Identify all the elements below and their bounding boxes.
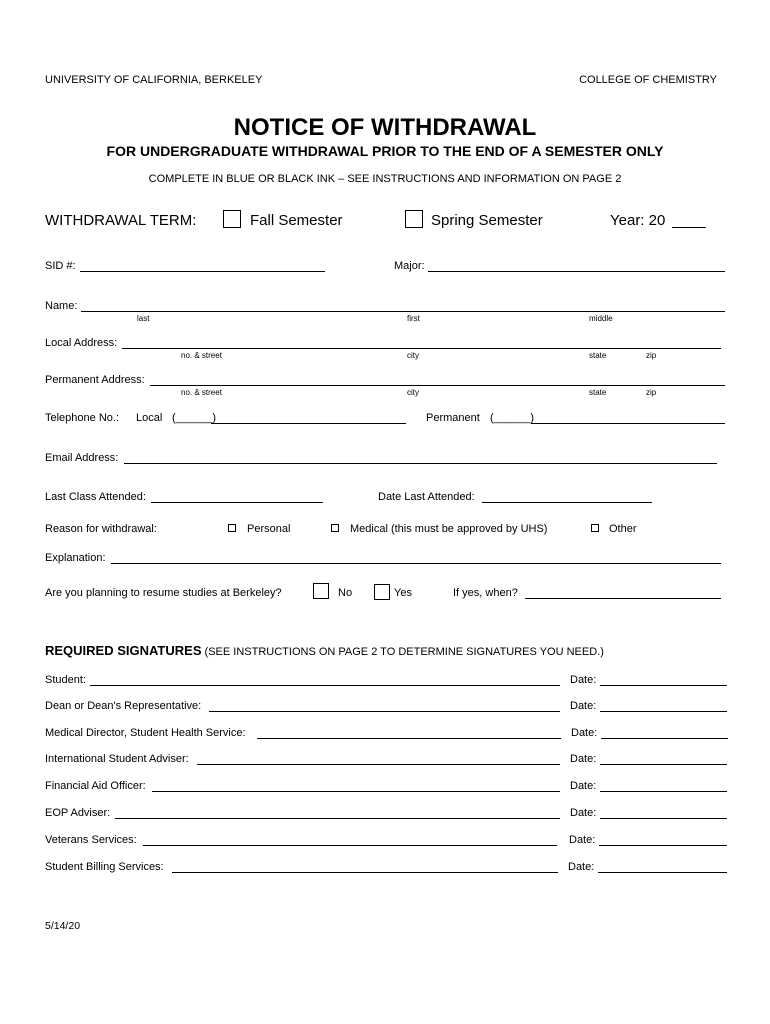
university-name: UNIVERSITY OF CALIFORNIA, BERKELEY — [45, 74, 263, 86]
dean-date-field[interactable] — [600, 711, 727, 712]
telephone-label: Telephone No.: — [45, 412, 119, 424]
permanent-zip-caption: zip — [646, 388, 657, 397]
medical-director-signature-field[interactable] — [257, 738, 561, 739]
local-address-field[interactable] — [122, 348, 721, 349]
name-middle-caption: middle — [589, 314, 613, 323]
spring-semester-label: Spring Semester — [431, 212, 543, 229]
date-last-attended-field[interactable] — [482, 502, 652, 503]
reason-personal-checkbox[interactable] — [228, 524, 236, 532]
explanation-label: Explanation: — [45, 552, 106, 564]
signatures-heading-bold: REQUIRED SIGNATURES — [45, 643, 202, 658]
page-title: NOTICE OF WITHDRAWAL — [233, 114, 537, 141]
ink-instructions: COMPLETE IN BLUE OR BLACK INK – SEE INSTRUCTIONS AND INFORMATION ON PAGE 2 — [148, 173, 622, 185]
name-field[interactable] — [81, 311, 725, 312]
signature-date-label: Date: — [570, 753, 597, 765]
local-address-label: Local Address: — [45, 337, 118, 349]
withdrawal-term-label: WITHDRAWAL TERM: — [45, 212, 197, 229]
sid-label: SID #: — [45, 260, 76, 272]
email-label: Email Address: — [45, 452, 119, 464]
financial-aid-signature-field[interactable] — [152, 791, 560, 792]
signature-date-label: Date: — [568, 861, 595, 873]
resume-no-checkbox[interactable] — [313, 583, 329, 599]
telephone-permanent-area-code[interactable]: (______) — [490, 412, 535, 424]
signature-date-label: Date: — [570, 780, 597, 792]
name-label: Name: — [45, 300, 78, 312]
resume-when-field[interactable] — [525, 598, 721, 599]
resume-when-label: If yes, when? — [453, 587, 518, 599]
veterans-services-date-field[interactable] — [599, 845, 727, 846]
last-class-field[interactable] — [151, 502, 323, 503]
reason-other-label: Other — [609, 523, 637, 535]
signature-row-label: EOP Adviser: — [45, 807, 111, 819]
financial-aid-date-field[interactable] — [600, 791, 727, 792]
resume-yes-label: Yes — [394, 587, 412, 599]
permanent-city-caption: city — [407, 388, 419, 397]
local-street-caption: no. & street — [181, 351, 222, 360]
reason-other-checkbox[interactable] — [591, 524, 599, 532]
sid-field[interactable] — [80, 271, 325, 272]
local-city-caption: city — [407, 351, 419, 360]
page-subtitle: FOR UNDERGRADUATE WITHDRAWAL PRIOR TO THE END OF A SEMESTER ONLY — [106, 143, 664, 159]
reason-personal-label: Personal — [247, 523, 291, 535]
signature-date-label: Date: — [570, 700, 597, 712]
resume-no-label: No — [338, 587, 353, 599]
telephone-permanent-label: Permanent — [426, 412, 480, 424]
spring-semester-checkbox[interactable] — [405, 210, 423, 228]
signature-row-label: Medical Director, Student Health Service: — [45, 727, 246, 739]
student-billing-date-field[interactable] — [598, 872, 727, 873]
dean-signature-field[interactable] — [209, 711, 560, 712]
local-zip-caption: zip — [646, 351, 657, 360]
eop-adviser-date-field[interactable] — [600, 818, 727, 819]
major-field[interactable] — [428, 271, 725, 272]
local-state-caption: state — [589, 351, 607, 360]
signature-row-label: Financial Aid Officer: — [45, 780, 146, 792]
student-date-field[interactable] — [600, 685, 727, 686]
signature-row-label: Veterans Services: — [45, 834, 137, 846]
email-field[interactable] — [124, 463, 717, 464]
telephone-local-label: Local — [136, 412, 163, 424]
signatures-heading-note: (SEE INSTRUCTIONS ON PAGE 2 TO DETERMINE SIGNATURES YOU NEED.) — [201, 646, 604, 658]
name-first-caption: first — [407, 314, 420, 323]
signature-date-label: Date: — [570, 674, 597, 686]
signature-date-label: Date: — [569, 834, 596, 846]
year-field[interactable] — [672, 227, 706, 228]
international-adviser-date-field[interactable] — [600, 764, 727, 765]
eop-adviser-signature-field[interactable] — [115, 818, 560, 819]
fall-semester-checkbox[interactable] — [223, 210, 241, 228]
signature-date-label: Date: — [570, 807, 597, 819]
permanent-address-label: Permanent Address: — [45, 374, 145, 386]
student-signature-field[interactable] — [90, 685, 560, 686]
year-label: Year: 20 — [610, 212, 666, 229]
last-class-label: Last Class Attended: — [45, 491, 146, 503]
major-label: Major: — [394, 260, 425, 272]
college-name: COLLEGE OF CHEMISTRY — [579, 74, 717, 86]
signature-row-label: International Student Adviser: — [45, 753, 189, 765]
date-last-attended-label: Date Last Attended: — [378, 491, 475, 503]
form-revision-date: 5/14/20 — [45, 920, 81, 932]
fall-semester-label: Fall Semester — [250, 212, 343, 229]
telephone-local-area-code[interactable]: (______) — [172, 412, 217, 424]
reason-medical-checkbox[interactable] — [331, 524, 339, 532]
permanent-state-caption: state — [589, 388, 607, 397]
permanent-street-caption: no. & street — [181, 388, 222, 397]
signature-row-label: Student: — [45, 674, 86, 686]
signature-row-label: Student Billing Services: — [45, 861, 164, 873]
signatures-heading — [45, 643, 604, 658]
name-last-caption: last — [137, 314, 150, 323]
signature-date-label: Date: — [571, 727, 598, 739]
telephone-permanent-field[interactable] — [531, 423, 725, 424]
telephone-local-field[interactable] — [211, 423, 406, 424]
resume-question-label: Are you planning to resume studies at Berkeley? — [45, 587, 282, 599]
student-billing-signature-field[interactable] — [172, 872, 558, 873]
resume-yes-checkbox[interactable] — [374, 584, 390, 600]
medical-director-date-field[interactable] — [601, 738, 728, 739]
permanent-address-field[interactable] — [150, 385, 725, 386]
signature-row-label: Dean or Dean's Representative: — [45, 700, 202, 712]
explanation-field[interactable] — [111, 563, 721, 564]
international-adviser-signature-field[interactable] — [197, 764, 560, 765]
reason-label: Reason for withdrawal: — [45, 523, 157, 535]
reason-medical-label: Medical (this must be approved by UHS) — [350, 523, 548, 535]
veterans-services-signature-field[interactable] — [143, 845, 557, 846]
